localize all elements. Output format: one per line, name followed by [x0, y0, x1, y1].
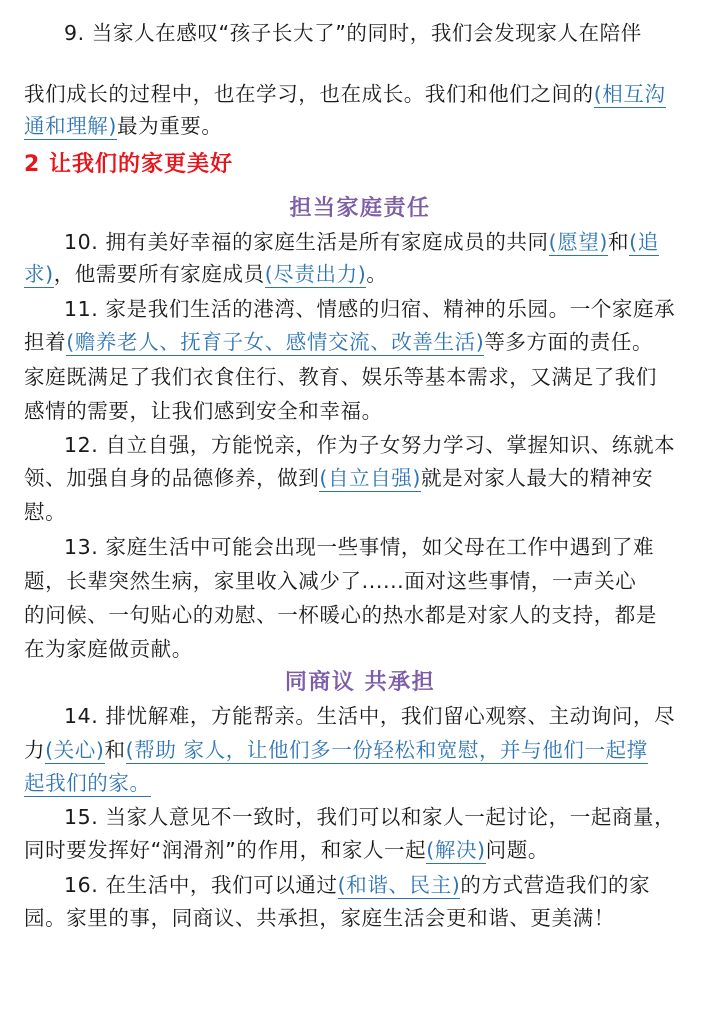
- item13-line3: 的问候、一句贴心的劝慰、一杯暖心的热水都是对家人的支持，都是: [24, 603, 657, 627]
- item9-line1: 9. 当家人在感叹“孩子长大了”的同时，我们会发现家人在陪伴: [64, 21, 642, 45]
- item11-line4: 感情的需要，让我们感到安全和幸福。: [24, 399, 383, 423]
- item16-line2: 园。家里的事，同商议、共承担，家庭生活会更和谐、更美满！: [24, 906, 615, 930]
- item14-line2: [24, 732, 700, 768]
- item12-text2: 就是对家人最大的精神安: [421, 466, 654, 490]
- item11-text2: 等多方面的责任。: [484, 330, 654, 354]
- item10-answer-pursuit-part1: (追: [629, 230, 659, 254]
- item16-text: 16. 在生活中，我们可以通过: [64, 873, 338, 897]
- item12-answer: (自立自强): [319, 466, 422, 490]
- item16-text2: 的方式营造我们的家: [460, 873, 651, 897]
- item9-line2: [24, 76, 700, 112]
- item14-text: 力: [24, 738, 46, 762]
- subheading-discuss-together: 同商议 共承担: [284, 670, 436, 695]
- section-heading: 2 让我们的家更美好: [24, 152, 233, 177]
- item11-text: 担着: [24, 330, 67, 354]
- item9-line3: [24, 108, 700, 144]
- item10-answer-duty: (尽责出力): [264, 262, 367, 286]
- item10-and: 和: [608, 230, 630, 254]
- item15-line2: [24, 832, 700, 868]
- item16-answer: (和谐、民主): [337, 873, 461, 897]
- item15-text2: 问题。: [485, 838, 549, 862]
- item10-text: 10. 拥有美好幸福的家庭生活是所有家庭成员的共同: [64, 230, 549, 254]
- item12-text: 领、加强自身的品德修养，做到: [24, 466, 320, 490]
- item13-line1: 13. 家庭生活中可能会出现一些事情，如父母在工作中遇到了难: [64, 535, 655, 559]
- item15-text: 同时要发挥好“润滑剂”的作用，和家人一起: [24, 838, 427, 862]
- item10-text2: ，他需要所有家庭成员: [53, 262, 265, 286]
- item14-and: 和: [104, 738, 126, 762]
- subheading-family-responsibility: 担当家庭责任: [289, 196, 431, 221]
- item11-answer: (赡养老人、抚育子女、感情交流、改善生活): [66, 330, 485, 354]
- item9-tail: 最为重要。: [117, 114, 223, 138]
- item10-answer-wish: (愿望): [548, 230, 609, 254]
- item9-text: 我们成长的过程中，也在学习，也在成长。我们和他们之间的: [24, 82, 594, 106]
- item9-answer-part2: 通和理解): [24, 114, 117, 138]
- item11-line2: [24, 324, 700, 360]
- item10-answer-pursuit-part2: 求): [24, 262, 54, 286]
- item13-line4: 在为家庭做贡献。: [24, 637, 193, 661]
- item16-line1: [64, 867, 700, 903]
- item11-line1: 11. 家是我们生活的港湾、情感的归宿、精神的乐园。一个家庭承: [64, 297, 676, 321]
- item12-line1: 12. 自立自强，方能悦亲，作为子女努力学习、掌握知识、练就本: [64, 433, 676, 457]
- item12-line3: 慰。: [24, 500, 67, 524]
- item15-answer: (解决): [426, 838, 486, 862]
- item13-line2: 题，长辈突然生病，家里收入减少了......面对这些事情，一声关心: [24, 569, 637, 593]
- item10-line1: [64, 224, 700, 260]
- item10-end: 。: [366, 262, 388, 286]
- item11-line3: 家庭既满足了我们衣食住行、教育、娱乐等基本需求，又满足了我们: [24, 365, 657, 389]
- item9-answer-part1: (相互沟: [593, 82, 666, 106]
- item14-answer-help-cont: 起我们的家。: [24, 771, 151, 795]
- item14-line1: 14. 排忧解难，方能帮亲。生活中，我们留心观察、主动询问，尽: [64, 704, 676, 728]
- item12-line2: [24, 460, 700, 496]
- item14-line3: [24, 765, 700, 801]
- item10-line2: [24, 256, 700, 292]
- item14-answer-care: (关心): [45, 738, 105, 762]
- item15-line1: 15. 当家人意见不一致时，我们可以和家人一起讨论，一起商量，: [64, 805, 676, 829]
- item14-answer-help: (帮助 家人，让他们多一份轻松和宽慰，并与他们一起撑: [125, 738, 648, 762]
